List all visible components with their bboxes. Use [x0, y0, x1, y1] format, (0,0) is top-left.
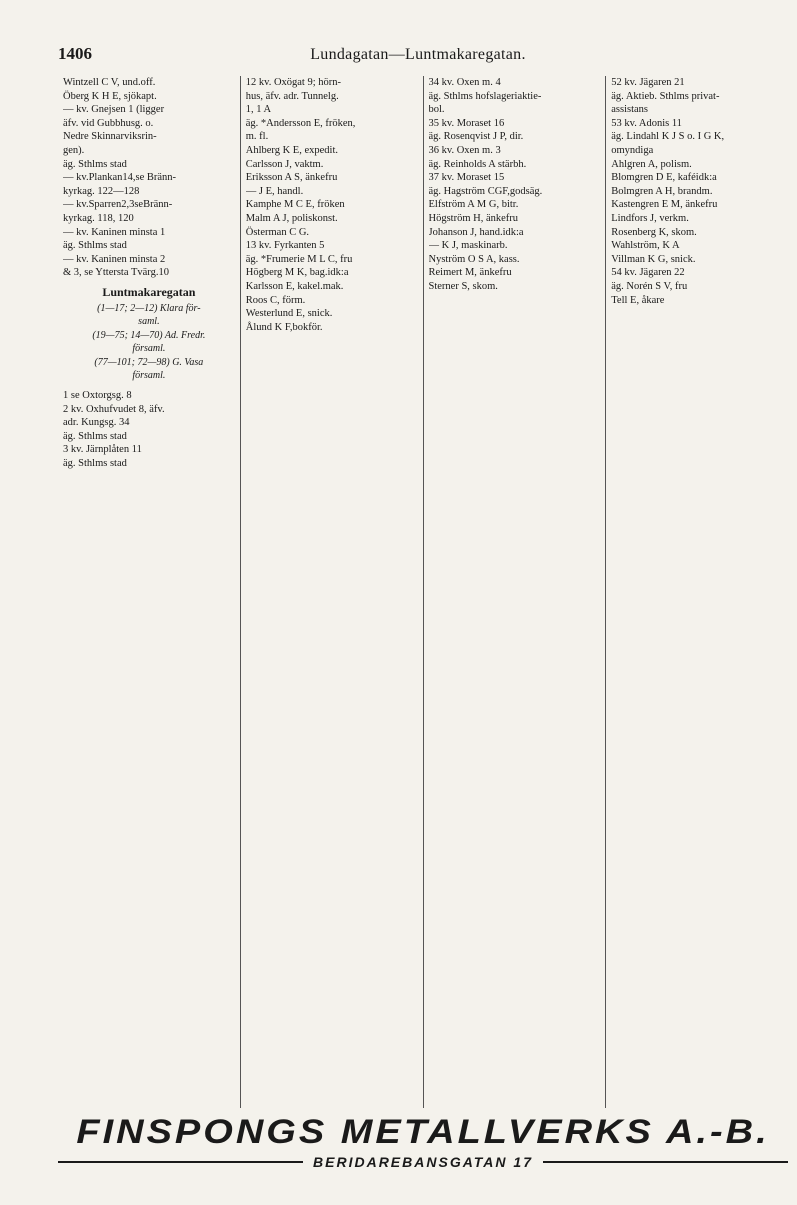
directory-entry: Carlsson J, vaktm. — [245, 158, 324, 170]
directory-entry: bol. — [428, 104, 445, 116]
directory-entry: hus, äfv. adr. Tunnelg. — [245, 90, 339, 102]
directory-entry: Nyström O S A, kass. — [428, 253, 520, 265]
ad-address: BERIDAREBANSGATAN 17 — [313, 1154, 533, 1170]
directory-entry: äfv. vid Gubbhusg. o. — [63, 117, 154, 129]
directory-entry: 34 kv. Oxen m. 4 — [428, 77, 501, 88]
directory-entry: adr. Kungsg. 34 — [63, 417, 130, 429]
directory-entry: äg. Sthlms stad — [63, 240, 127, 252]
section-subheading: saml. — [138, 316, 160, 328]
directory-entry: 53 kv. Adonis 11 — [611, 117, 682, 129]
ad-address-row — [58, 1154, 788, 1170]
directory-entry: Högberg M K, bag.idk:a — [245, 267, 349, 279]
directory-entry: Wahlström, K A — [611, 240, 680, 252]
directory-entry: Westerlund E, snick. — [245, 308, 333, 320]
directory-entry: assistans — [611, 104, 648, 116]
directory-entry: äg. Rosenqvist J P, dir. — [428, 131, 524, 143]
ad-rule-left — [58, 1161, 303, 1163]
section-subheading: församl. — [132, 370, 166, 382]
directory-entry: m. fl. — [245, 131, 269, 143]
directory-entry: Tell E, åkare — [611, 294, 665, 306]
directory-entry: Bolmgren A H, brandm. — [611, 185, 713, 197]
column-4 — [606, 76, 788, 1108]
directory-entry: Nedre Skinnarviksrin- — [63, 131, 157, 143]
directory-entry: 12 kv. Oxögat 9; hörn- — [245, 77, 342, 88]
directory-entry: äg. Reinholds A stärbh. — [428, 158, 527, 170]
directory-entry: — kv. Gnejsen 1 (ligger — [63, 104, 165, 116]
directory-entry: 1 se Oxtorgsg. 8 — [63, 390, 132, 402]
section-subheading: (19—75; 14—70) Ad. Fredr. — [92, 329, 206, 341]
directory-entry: — J E, handl. — [245, 185, 304, 197]
ad-rule-right — [543, 1161, 788, 1163]
directory-entry: 3 kv. Järnplåten 11 — [63, 444, 142, 456]
directory-entry: 54 kv. Jägaren 22 — [611, 267, 685, 279]
column-1 — [58, 76, 241, 1108]
directory-entry: Johanson J, hand.idk:a — [428, 226, 524, 238]
directory-entry: 37 kv. Moraset 15 — [428, 172, 505, 184]
directory-entry: äg. Sthlms stad — [63, 430, 127, 442]
directory-entry: Kastengren E M, änkefru — [611, 199, 718, 211]
directory-entry: — kv. Kaninen minsta 2 — [63, 253, 166, 265]
directory-entry: 13 kv. Fyrkanten 5 — [245, 240, 325, 252]
directory-entry: Högström H, änkefru — [428, 212, 519, 224]
page-number: 1406 — [58, 44, 92, 63]
directory-entry: Lindfors J, verkm. — [611, 212, 689, 224]
directory-columns — [58, 76, 788, 1108]
directory-entry: Reimert M, änkefru — [428, 267, 512, 279]
directory-entry: Blomgren D E, kaféidk:a — [611, 172, 717, 184]
directory-entry: — K J, maskinarb. — [428, 240, 508, 252]
advertisement-banner — [58, 1112, 788, 1172]
directory-entry: äg. *Andersson E, fröken, — [245, 117, 356, 129]
ad-company-name: FINSPONGS METALLVERKS A.-B. — [76, 1113, 770, 1151]
directory-entry: — kv.Sparren2,3seBränn- — [63, 199, 173, 211]
directory-entry: äg. *Frumerie M L C, fru — [245, 253, 353, 265]
column-4-entries — [611, 76, 783, 307]
directory-entry: äg. Hagström CGF,godsäg. — [428, 185, 543, 197]
directory-entry: 1, 1 A — [245, 104, 272, 116]
directory-entry: 52 kv. Jägaren 21 — [611, 77, 685, 88]
directory-entry: Villman K G, snick. — [611, 253, 696, 265]
directory-entry: Österman C G. — [245, 226, 310, 238]
directory-entry: gen). — [63, 144, 85, 156]
directory-entry: Ahlberg K E, expedit. — [245, 144, 338, 156]
directory-entry: Malm A J, poliskonst. — [245, 212, 338, 224]
section-subheadings — [63, 302, 235, 384]
directory-entry: Wintzell C V, und.off. — [63, 77, 156, 88]
directory-entry: Karlsson E, kakel.mak. — [245, 280, 344, 292]
column-1-entries — [63, 76, 235, 280]
page-header — [58, 44, 778, 74]
directory-entry: äg. Norén S V, fru — [611, 280, 688, 292]
directory-entry: 2 kv. Oxhufvudet 8, äfv. — [63, 403, 165, 415]
column-3-entries — [429, 76, 601, 294]
directory-entry: äg. Aktieb. Sthlms privat- — [611, 90, 720, 102]
directory-entry: Kamphe M C E, fröken — [245, 199, 345, 211]
directory-entry: äg. Sthlms hofslageriaktie- — [428, 90, 542, 102]
directory-entry: Öberg K H E, sjökapt. — [63, 90, 157, 102]
directory-entry: 35 kv. Moraset 16 — [428, 117, 505, 129]
section-heading: Luntmakaregatan — [102, 284, 196, 299]
page-title: Lundagatan—Luntmakaregatan. — [310, 46, 526, 63]
column-3 — [424, 76, 607, 1108]
column-1-entries-after — [63, 389, 235, 471]
directory-entry: Ålund K F,bokför. — [245, 321, 323, 333]
directory-entry: — kv. Kaninen minsta 1 — [63, 226, 166, 238]
directory-entry: Elfström A M G, bitr. — [428, 199, 519, 211]
section-subheading: församl. — [132, 343, 166, 355]
directory-entry: — kv.Plankan14,se Bränn- — [63, 172, 177, 184]
section-subheading: (77—101; 72—98) G. Vasa — [94, 356, 204, 368]
directory-entry: Sterner S, skom. — [428, 280, 498, 292]
directory-entry: äg. Sthlms stad — [63, 458, 127, 470]
column-2-entries — [246, 76, 418, 334]
directory-entry: 36 kv. Oxen m. 3 — [428, 144, 501, 156]
directory-entry: & 3, se Yttersta Tvärg.10 — [63, 267, 169, 279]
directory-entry: äg. Lindahl K J S o. I G K, — [611, 131, 725, 143]
directory-entry: äg. Sthlms stad — [63, 158, 127, 170]
column-2 — [241, 76, 424, 1108]
directory-entry: Eriksson A S, änkefru — [245, 172, 338, 184]
directory-entry: omyndiga — [611, 144, 654, 156]
directory-entry: Ahlgren A, polism. — [611, 158, 692, 170]
directory-entry: kyrkag. 118, 120 — [63, 212, 134, 224]
directory-entry: Roos C, förm. — [245, 294, 306, 306]
section-subheading: (1—17; 2—12) Klara för- — [97, 302, 201, 314]
directory-entry: kyrkag. 122—128 — [63, 185, 140, 197]
directory-entry: Rosenberg K, skom. — [611, 226, 697, 238]
